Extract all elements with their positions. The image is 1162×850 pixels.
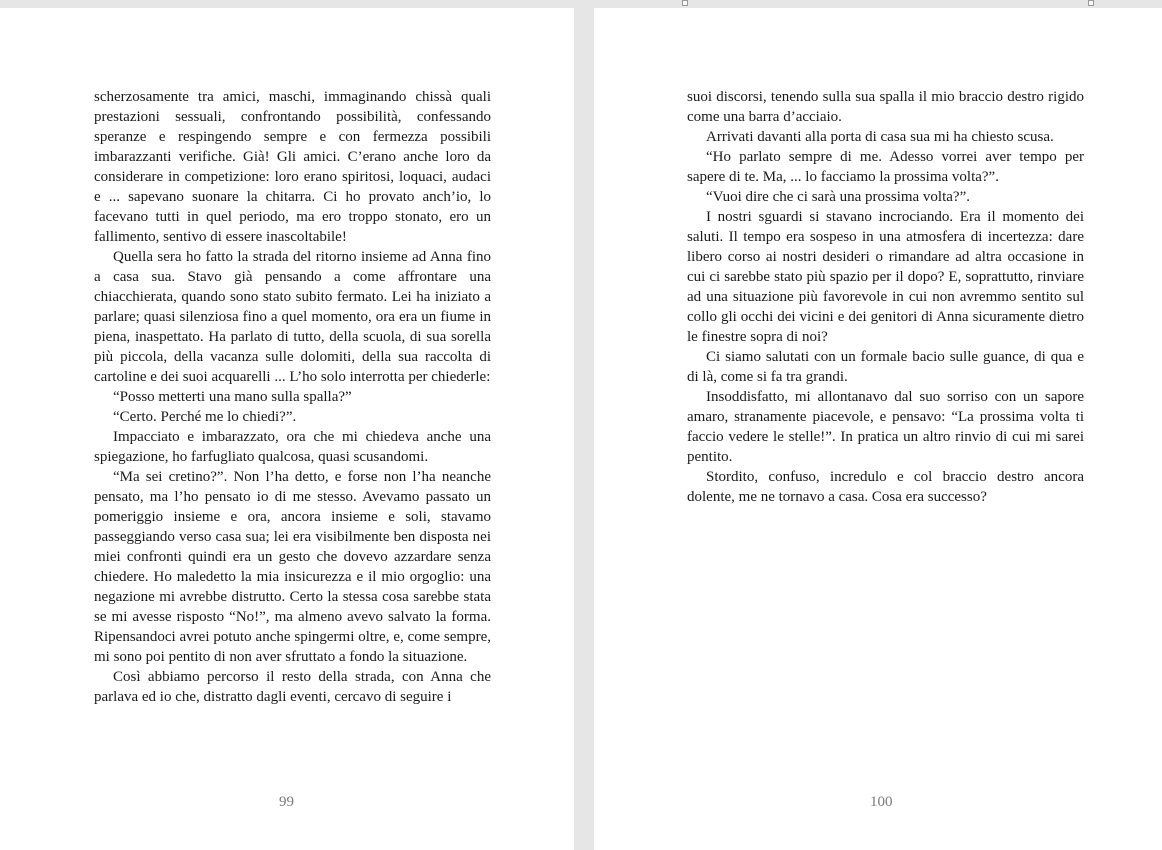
page-left <box>0 8 574 850</box>
margin-handle[interactable] <box>1088 0 1094 6</box>
paragraph: Impacciato e imbarazzato, ora che mi chiedeva anche una spiegazione, ho farfugliato qualcosa, quasi scusandomi. <box>94 429 491 465</box>
paragraph: Ci siamo salutati con un formale bacio sulle guance, di qua e di là, come si fa tra grandi. <box>687 349 1084 385</box>
page-number: 99 <box>279 794 294 810</box>
paragraph: “Ho parlato sempre di me. Adesso vorrei aver tempo per sapere di te. Ma, ... lo facciamo la prossima volta?”. <box>687 149 1084 185</box>
paragraph: Arrivati davanti alla porta di casa sua mi ha chiesto scusa. <box>706 129 1054 145</box>
page-body-text <box>94 87 491 707</box>
margin-handle[interactable] <box>682 0 688 6</box>
paragraph: Insoddisfatto, mi allontanavo dal suo sorriso con un sapore amaro, stranamente piacevole, e pensavo: “La prossima volta ti faccio vedere le stelle!”. In pratica un altro rinvio di cui mi sarei pentito. <box>687 389 1084 465</box>
document-ruler-bar <box>0 0 1162 8</box>
paragraph: I nostri sguardi si stavano incrociando. Era il momento dei saluti. Il tempo era sospeso in una atmosfera di incertezza: dare libero corso ai nostri desideri o rimandare ad altra occasione in cui ci sarebbe stato più spazio per il dopo? E, soprattutto, rinviare ad una situazione più favorevole in cui non avremmo sentito sul collo gli occhi dei vicini e dei genitori di Anna sicuramente dietro le finestre sopra di noi? <box>687 209 1084 345</box>
paragraph: “Certo. Perché me lo chiedi?”. <box>113 409 297 425</box>
page-body-text <box>687 87 1084 507</box>
paragraph: Stordito, confuso, incredulo e col braccio destro ancora dolente, me ne tornavo a casa. Cosa era successo? <box>687 469 1084 505</box>
paragraph: scherzosamente tra amici, maschi, immaginando chissà quali prestazioni sessuali, confrontando possibilità, confessando speranze e respingendo sempre e con fermezza possibili imbarazzanti verifiche. Già! Gli amici. C’erano anche loro da considerare in competizione: loro erano spiritosi, loquaci, audaci e ... sapevano suonare la chitarra. Ci ho provato anch’io, lo facevano tutti in quel periodo, ma ero troppo stonato, ero un fallimento, sentivo di essere inascoltabile! <box>94 89 491 245</box>
paragraph: Quella sera ho fatto la strada del ritorno insieme ad Anna fino a casa sua. Stavo già pensando a come affrontare una chiacchierata, quando sono stato subito fermato. Lei ha iniziato a parlare; quasi silenziosa fino a quel momento, ora era un fiume in piena, inaspettato. Ha parlato di tutto, della scuola, di sua sorella più piccola, della vacanza sulle dolomiti, della sua raccolta di cartoline e dei suoi acquarelli ... L’ho solo interrotta per chiederle: <box>94 249 491 385</box>
page-right <box>594 8 1162 850</box>
paragraph: “Vuoi dire che ci sarà una prossima volta?”. <box>706 189 970 205</box>
page-number: 100 <box>870 794 893 810</box>
paragraph: “Posso metterti una mano sulla spalla?” <box>113 389 352 405</box>
paragraph: Così abbiamo percorso il resto della strada, con Anna che parlava ed io che, distratto dagli eventi, cercavo di seguire i <box>94 669 491 705</box>
paragraph: “Ma sei cretino?”. Non l’ha detto, e forse non l’ha neanche pensato, ma l’ho pensato io di me stesso. Avevamo passato un pomeriggio insieme e ora, ancora insieme e soli, stavamo passeggiando verso casa sua; lei era visibilmente ben disposta nei miei confronti quindi era un gesto che dovevo azzardare senza chiedere. Ho maledetto la mia insicurezza e il mio orgoglio: una negazione mi avrebbe distrutto. Certo la stessa cosa sarebbe stata se mi avesse risposto “No!”, ma almeno avevo salvato la forma. Ripensandoci avrei potuto anche spingermi oltre, e, come sempre, mi sono poi pentito di non aver sfruttato a fondo la situazione. <box>94 469 491 665</box>
paragraph: suoi discorsi, tenendo sulla sua spalla il mio braccio destro rigido come una barra d’acciaio. <box>687 89 1084 125</box>
